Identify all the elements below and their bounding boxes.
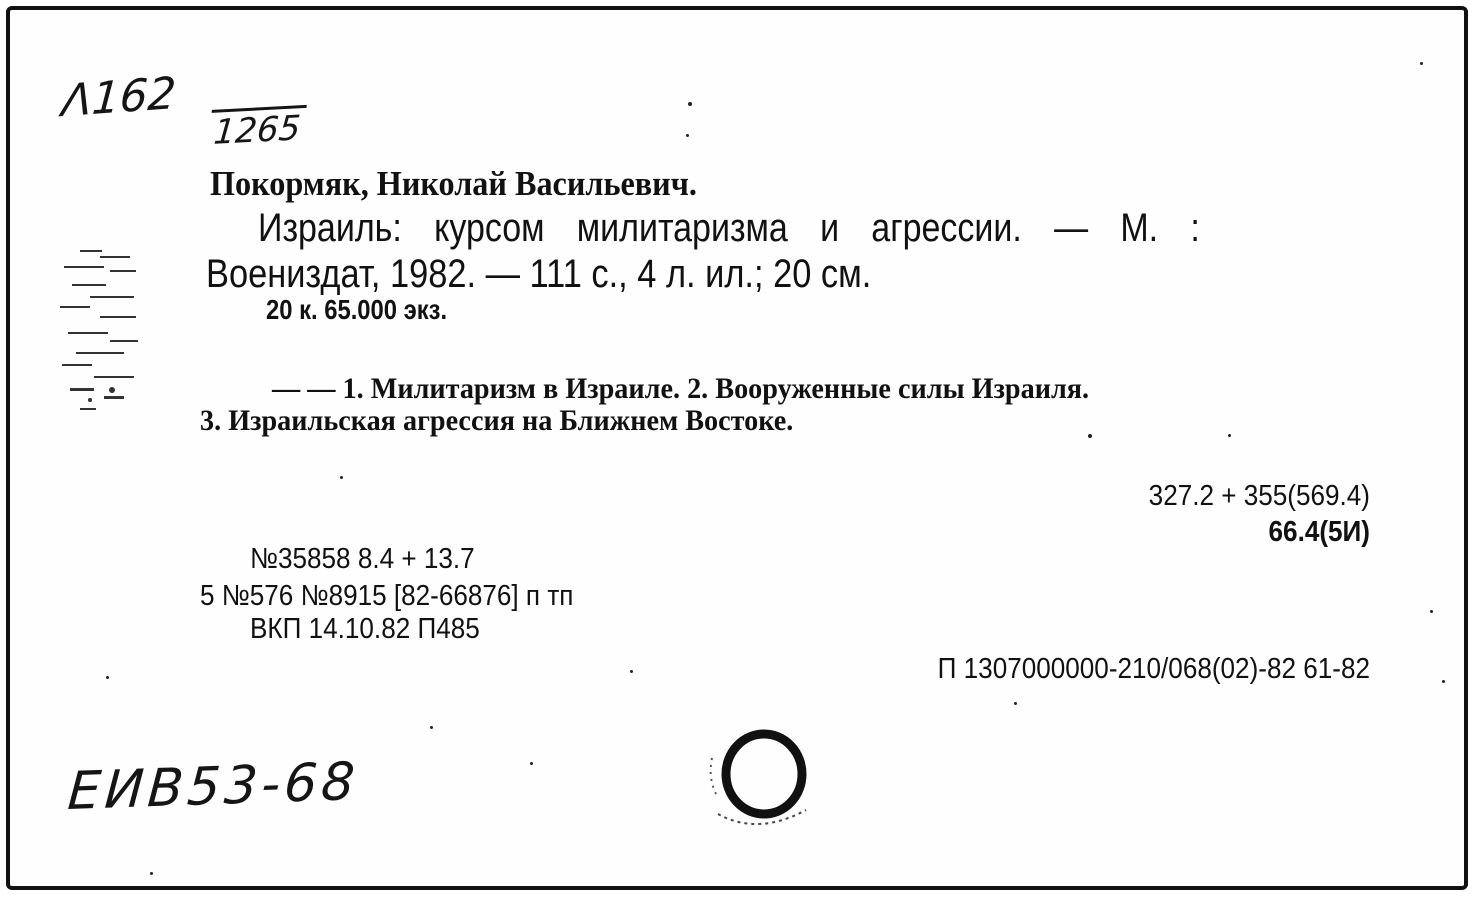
title-line-1: Израиль: курсом милитаризма и агрессии. — М. :: [258, 206, 1200, 250]
speck: [530, 762, 533, 765]
speck: [688, 102, 692, 106]
punch-hole-icon: [698, 718, 838, 838]
shelfmark-handwritten: Λ162: [60, 67, 178, 128]
speck: [1014, 702, 1017, 705]
title-line-2: Воениздат, 1982. — 111 с., 4 л. ил.; 20 см.: [206, 252, 872, 296]
speck: [1430, 610, 1433, 613]
speck: [1420, 62, 1423, 65]
inventory-number-handwritten: ЕИВ53-68: [65, 751, 361, 823]
price-and-print-run: 20 к. 65.000 экз.: [266, 294, 448, 325]
publisher-index-line: П 1307000000-210/068(02)-82 61-82: [937, 653, 1370, 685]
technical-line-1: №35858 8.4 + 13.7: [250, 543, 475, 575]
subject-headings-line-1: — — 1. Милитаризм в Израиле. 2. Вооруженные силы Израиля.: [272, 372, 1090, 405]
speck: [340, 476, 343, 479]
speck: [1228, 434, 1231, 437]
speck: [686, 134, 689, 137]
speck: [1442, 680, 1445, 683]
classification-code-1: 327.2 + 355(569.4): [1148, 480, 1370, 512]
shelfmark-number-handwritten: 1265: [208, 105, 306, 153]
classification-code-2: 66.4(5И): [1268, 516, 1370, 548]
speck: [1088, 434, 1092, 438]
speck: [430, 726, 433, 729]
technical-line-3: ВКП 14.10.82 П485: [250, 613, 480, 645]
author-heading: Покормяк, Николай Васильевич.: [210, 164, 697, 203]
catalog-card: [6, 6, 1468, 890]
scan-noise-artifact: [50, 240, 170, 440]
speck: [150, 872, 153, 875]
subject-headings-line-2: 3. Израильская агрессия на Ближнем Востоке.: [200, 404, 794, 437]
speck: [630, 670, 633, 673]
technical-line-2: 5 №576 №8915 [82-66876] п тп: [200, 580, 574, 612]
speck: [106, 676, 109, 679]
